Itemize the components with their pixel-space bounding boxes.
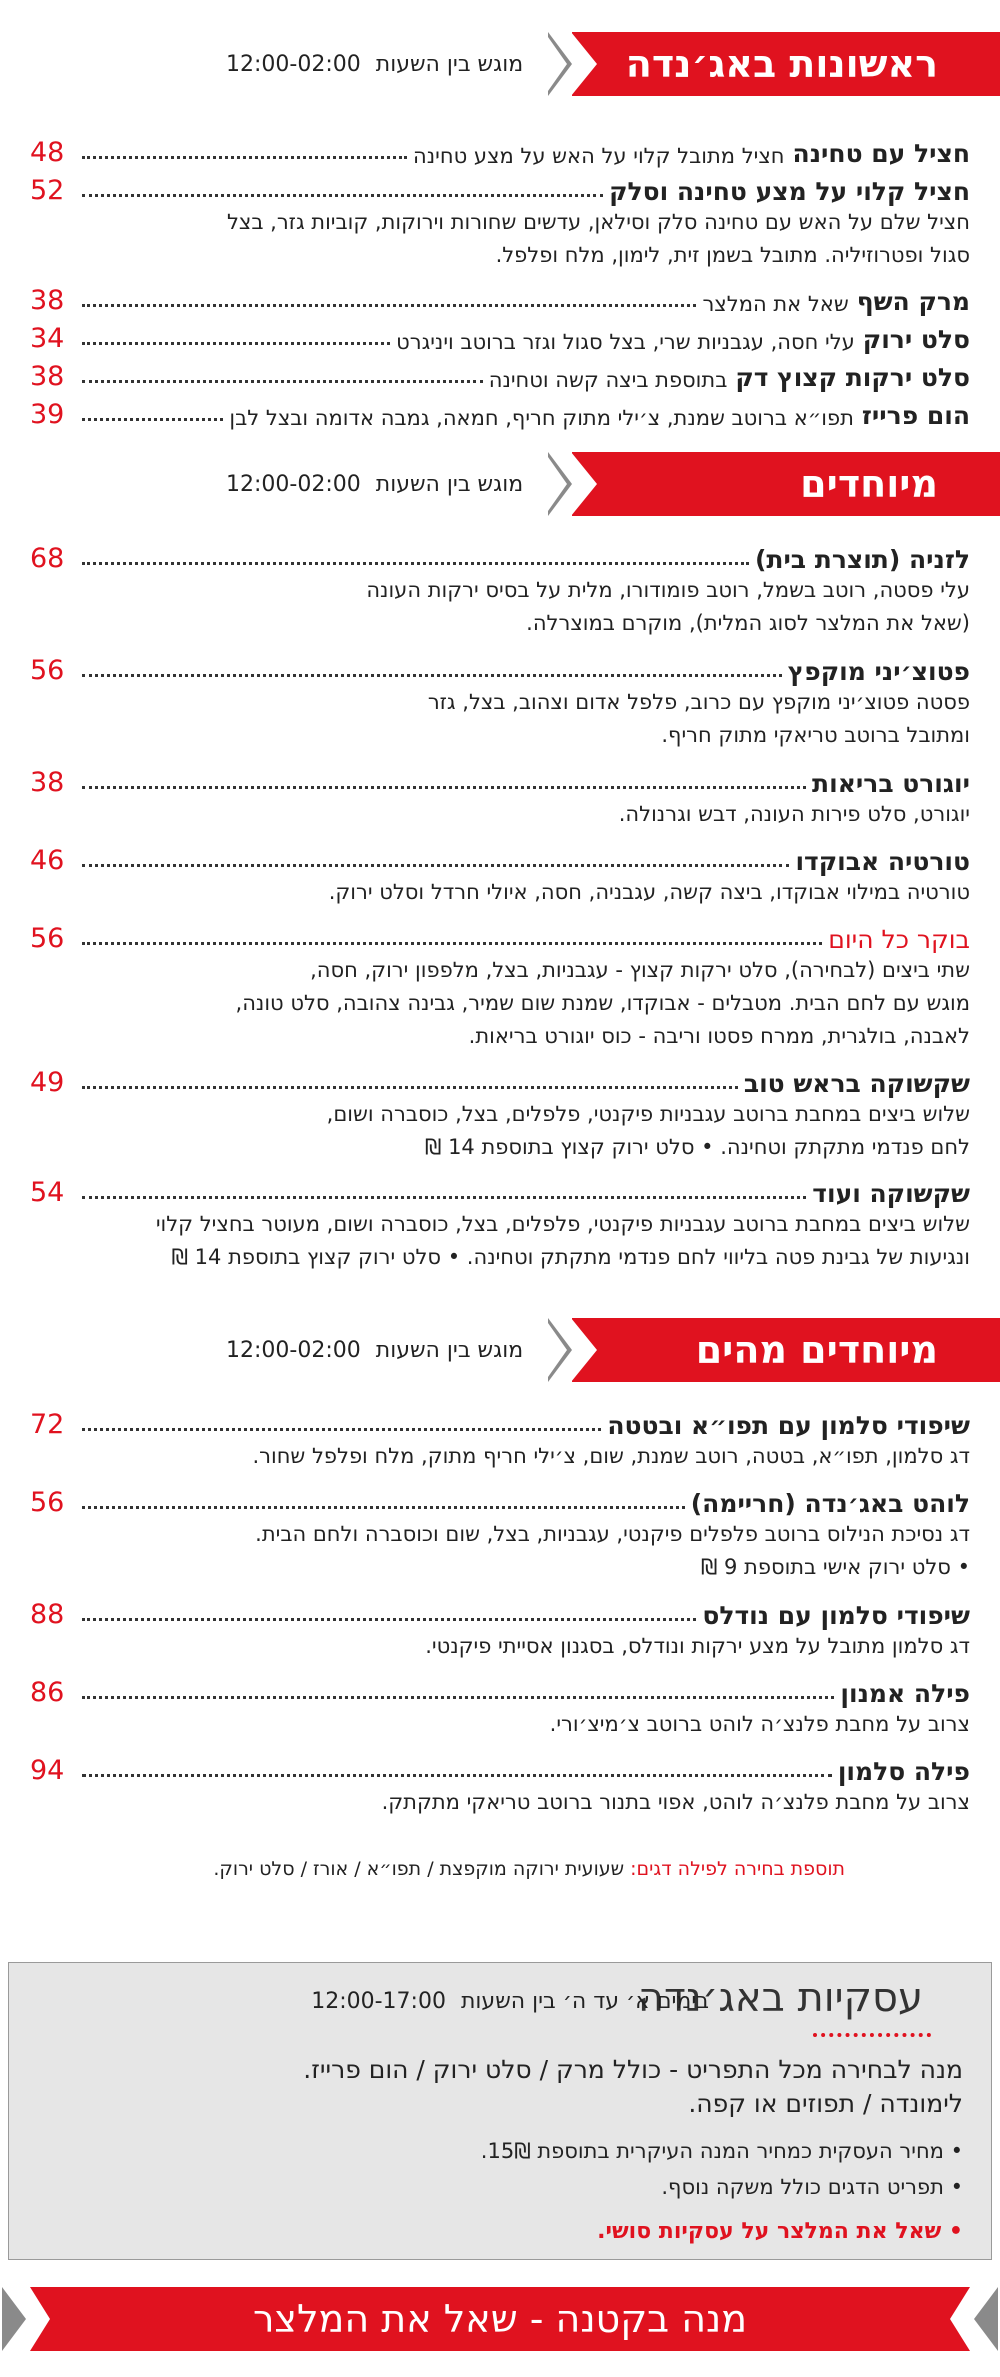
menu-item — [30, 1174, 970, 1274]
section-hours — [226, 52, 523, 77]
item-desc-line: יוגורט, סלט פירות העונה, דבש וגרנולה. — [618, 802, 970, 826]
section-title-ribbon — [572, 1318, 1000, 1382]
item-price: 52 — [30, 175, 65, 206]
banner-text: מנה בקטנה - שאל את המלצר — [252, 2297, 748, 2341]
leader-dots — [82, 342, 390, 345]
item-desc-line: דג סלמון מתובל על מצע ירקות ונודלס, בסגנון אסייתי פיקנטי. — [425, 1634, 970, 1658]
item-price: 88 — [30, 1599, 65, 1630]
section-hours — [226, 472, 523, 497]
item-name: פטוצ׳יני מוקפץ — [787, 657, 970, 686]
item-price: 56 — [30, 655, 65, 686]
item-name: שיפודי סלמון עם תפו״א ובטטה — [607, 1411, 970, 1440]
item-desc-line: ונגיעות של גבינת פטה בליווי לחם פנדמי מתקתק וטחינה. • סלט ירוק קצוץ בתוספת 14 ₪ — [171, 1245, 970, 1269]
fish-sides-note — [213, 1858, 845, 1880]
business-title: עסקיות באג׳נדה — [637, 1975, 923, 2021]
item-desc-line: פסטה פטוצ׳יני מוקפץ עם כרוב, פלפל אדום וצהוב, בצל, גזר — [427, 690, 970, 714]
item-desc-line: סגול ופטרוזיליה. מתובל בשמן זית, לימון, מלח ופלפל. — [495, 243, 970, 267]
item-name: הום פרייז — [861, 401, 970, 430]
item-price: 68 — [30, 543, 65, 574]
hours-value: 12:00-02:00 — [226, 1338, 361, 1363]
item-desc-line: צרוב על מחבת פלנצ׳ה לוהט, אפוי בתנור ברוטב טריאקי מתקתק. — [381, 1790, 970, 1814]
leader-dots — [82, 786, 806, 789]
section-title: מיוחדים מהים — [695, 1328, 938, 1372]
item-price: 56 — [30, 1487, 65, 1518]
hours-value: 12:00-17:00 — [311, 1989, 446, 2014]
hours-value: 12:00-02:00 — [226, 472, 361, 497]
leader-dots — [82, 1196, 806, 1199]
item-name: סלט ירוק — [862, 325, 970, 354]
menu-item — [30, 1484, 970, 1584]
menu-item — [30, 1596, 970, 1663]
section-title-ribbon — [572, 32, 1000, 96]
menu-item — [30, 1674, 970, 1741]
item-name: שקשוקה ועוד — [812, 1179, 970, 1208]
leader-dots — [82, 1774, 832, 1777]
item-inline-desc: חציל מתובל קלוי על האש על מצע טחינה — [413, 144, 785, 168]
item-name: פילה אמנון — [840, 1679, 970, 1708]
item-price: 86 — [30, 1677, 65, 1708]
decorative-dots — [813, 2025, 931, 2037]
menu-item — [30, 652, 970, 752]
item-inline-desc: תפו״א ברוטב שמנת, צ׳ילי מתוק חריף, חמאה, גמבה אדומה ובצל לבן — [229, 406, 854, 430]
small-portion-banner — [30, 2287, 970, 2351]
hours-label: מוגש בין השעות — [375, 472, 524, 497]
menu-item — [30, 540, 970, 640]
item-price: 39 — [30, 399, 65, 430]
business-bullet: • תפריט הדגים כולל משקה נוסף. — [661, 2175, 963, 2199]
leader-dots — [82, 1428, 601, 1431]
menu-item — [30, 396, 970, 430]
item-desc-line: ומתובל ברוטב טריאקי מתוק חריף. — [661, 723, 970, 747]
item-inline-desc: בתוספת ביצה קשה וטחינה — [488, 368, 728, 392]
menu-item — [30, 1064, 970, 1164]
banner-notch-right — [950, 2287, 970, 2351]
leader-dots — [82, 562, 749, 565]
hours-value: 12:00-02:00 — [226, 52, 361, 77]
item-price: 72 — [30, 1409, 65, 1440]
item-name: חציל עם טחינה — [792, 139, 970, 168]
item-name: שיפודי סלמון עם נודלס — [702, 1601, 970, 1630]
item-name: בוקר כל היום — [828, 925, 970, 954]
leader-dots — [82, 1696, 834, 1699]
item-desc-line: שתי ביצים (לבחירה), סלט ירקות קצוץ - עגבניות, בצל, מלפפון ירוק, חסה, — [310, 958, 970, 982]
item-name: מרק השף — [856, 287, 970, 316]
item-desc-line: חציל שלם על האש עם טחינה סלק וסילאן, עדשים שחורות וירוקות, קוביות גזר, בצל — [226, 210, 970, 234]
ribbon-chevron-icon — [548, 1318, 572, 1382]
business-red-bullet: • שאל את המלצר על עסקיות סושי. — [597, 2219, 963, 2244]
item-desc-line: צרוב על מחבת פלנצ׳ה לוהט ברוטב צ׳מיצ׳ורי. — [549, 1712, 970, 1736]
menu-item — [30, 764, 970, 831]
item-price: 46 — [30, 845, 65, 876]
item-desc-line: שלוש ביצים במחבת ברוטב עגבניות פיקנטי, פלפלים, בצל, כוסברה ושום, מעוטר בחציל קלוי — [155, 1212, 970, 1236]
banner-notch-left — [30, 2287, 50, 2351]
item-desc-line: טורטיה במילוי אבוקדו, ביצה קשה, עגבניה, חסה, איולי חרדל וסלט ירוק. — [328, 880, 970, 904]
item-price: 94 — [30, 1755, 65, 1786]
item-name: לוהט באג׳נדה (חריימה) — [690, 1489, 970, 1518]
menu-item — [30, 1406, 970, 1473]
leader-dots — [82, 418, 223, 421]
item-desc-line: מוגש עם לחם הבית. מטבלים - אבוקדו, שמנת שום שמיר, גבינה צהובה, סלט טונה, — [235, 991, 970, 1015]
leader-dots — [82, 194, 603, 197]
menu-item — [30, 1752, 970, 1819]
item-name: טורטיה אבוקדו — [795, 847, 970, 876]
item-desc-line: שלוש ביצים במחבת ברוטב עגבניות פיקנטי, פלפלים, בצל, כוסברה ושום, — [326, 1102, 970, 1126]
menu-item — [30, 358, 970, 392]
leader-dots — [82, 1086, 738, 1089]
item-price: 54 — [30, 1177, 65, 1208]
item-name: יוגורט בריאות — [812, 769, 970, 798]
item-name: לזניה (תוצרת בית) — [754, 545, 970, 574]
ribbon-chevron-icon — [548, 452, 572, 516]
business-line: לימונדה / תפוזים או קפה. — [688, 2089, 963, 2118]
item-desc-line: דג נסיכת הנילוס ברוטב פלפלים פיקנטי, עגבניות, בצל, שום וכוסברה ולחם הבית. — [255, 1522, 970, 1546]
leader-dots — [82, 1506, 685, 1509]
item-price: 56 — [30, 923, 65, 954]
note-label: תוספת בחירה לפילה דגים: — [630, 1858, 845, 1880]
item-desc-line: לחם פנדמי מתקתק וטחינה. • סלט ירוק קצוץ בתוספת 14 ₪ — [424, 1135, 970, 1159]
item-inline-desc: שאל את המלצר — [702, 292, 849, 316]
item-price: 38 — [30, 361, 65, 392]
section-title-ribbon — [572, 452, 1000, 516]
item-price: 49 — [30, 1067, 65, 1098]
leader-dots — [82, 864, 789, 867]
item-desc-line: • סלט ירוק אישי בתוספת 9 ₪ — [700, 1555, 970, 1579]
item-inline-desc: עלי חסה, עגבניות שרי, בצל סגול וגזר ברוטב ויניגרט — [396, 330, 855, 354]
menu-item — [30, 134, 970, 168]
leader-dots — [82, 942, 822, 945]
business-hours — [311, 1989, 709, 2014]
leader-dots — [82, 1618, 696, 1621]
item-desc-line: לאבנה, בולגרית, ממרח פסטו וריבה - כוס יוגורט בריאות. — [468, 1024, 970, 1048]
menu-item — [30, 842, 970, 909]
item-price: 38 — [30, 285, 65, 316]
item-price: 38 — [30, 767, 65, 798]
leader-dots — [82, 156, 407, 159]
ribbon-chevron-icon — [548, 32, 572, 96]
item-desc-line: דג סלמון, תפו״א, בטטה, רוטב שמנת, שום, צ׳ילי חריף מתוק, מלח ופלפל שחור. — [252, 1444, 970, 1468]
menu-item — [30, 282, 970, 316]
item-desc-line: (שאל את המלצר לסוג המלית), מוקרם במוצרלה. — [526, 611, 970, 635]
section-hours — [226, 1338, 523, 1363]
business-bullet: • מחיר העסקית כמחיר המנה העיקרית בתוספת 15₪. — [480, 2139, 963, 2163]
item-desc-line: עלי פסטה, רוטב בשמל, רוטב פומודורו, מלית על בסיס ירקות העונה — [366, 578, 970, 602]
leader-dots — [82, 674, 782, 677]
item-name: פילה סלמון — [837, 1757, 970, 1786]
item-name: סלט ירקות קצוץ דק — [735, 363, 970, 392]
item-name: שקשוקה בראש טוב — [743, 1069, 970, 1098]
menu-item — [30, 320, 970, 354]
menu-item — [30, 172, 970, 272]
item-price: 34 — [30, 323, 65, 354]
menu-item — [30, 920, 970, 1053]
hours-label: מוגש בין השעות — [375, 52, 524, 77]
section-title: ראשונות באג׳נדה — [625, 42, 938, 86]
leader-dots — [82, 380, 483, 383]
business-line: מנה לבחירה מכל התפריט - כולל מרק / סלט ירוק / הום פרייז. — [303, 2055, 963, 2084]
hours-label: בימים א׳ עד ה׳ בין השעות — [460, 1989, 709, 2014]
item-name: חציל קלוי על מצע טחינה וסלק — [609, 177, 970, 206]
business-lunch-box — [8, 1962, 992, 2260]
chevron-left-icon — [2, 2287, 26, 2351]
note-text: שעועית ירוקה מוקפצת / תפו״א / אורז / סלט ירוק. — [213, 1858, 625, 1880]
hours-label: מוגש בין השעות — [375, 1338, 524, 1363]
section-title: מיוחדים — [800, 462, 938, 506]
leader-dots — [82, 304, 696, 307]
item-price: 48 — [30, 137, 65, 168]
chevron-right-icon — [974, 2287, 998, 2351]
